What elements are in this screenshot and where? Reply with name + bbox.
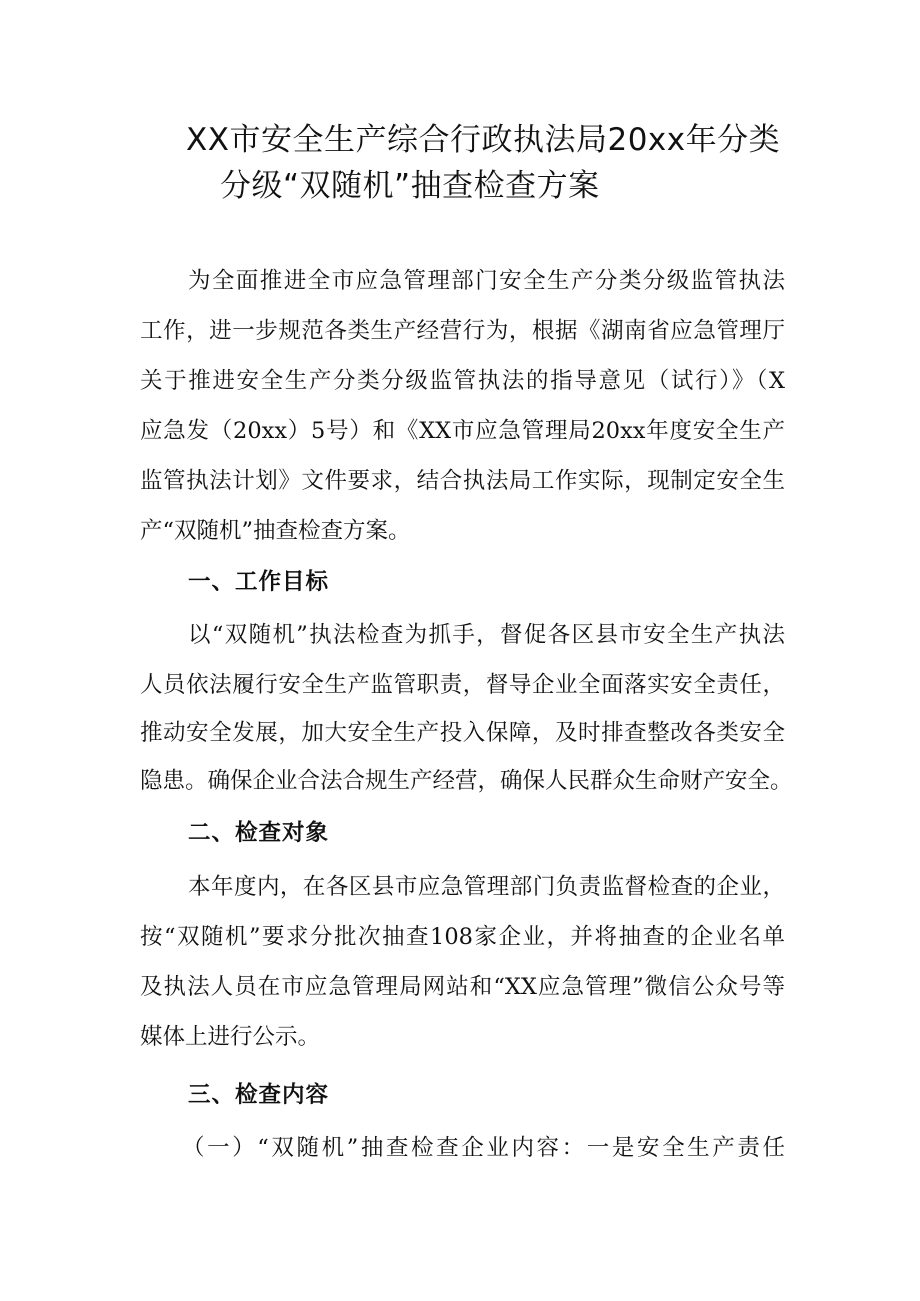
section-targets-line: 按“双随机”要求分批次抽查108家企业，并将抽查的企业名单: [140, 924, 785, 950]
section-goals-line: 人员依法履行安全生产监管职责，督导企业全面落实安全责任，: [140, 672, 785, 698]
intro-line: 关于推进安全生产分类分级监管执法的指导意见（试行）》（X: [140, 368, 785, 394]
section-heading-content: 三、检查内容: [188, 1082, 330, 1108]
section-goals-line: 以“双随机”执法检查为抓手，督促各区县市安全生产执法: [188, 622, 785, 648]
intro-line: 为全面推进全市应急管理部门安全生产分类分级监管执法: [188, 268, 785, 294]
intro-line: 监管执法计划》文件要求，结合执法局工作实际，现制定安全生: [140, 468, 785, 494]
section-goals-line: 推动安全发展，加大安全生产投入保障，及时排查整改各类安全: [140, 720, 785, 746]
document-title-line-2: 分级“双随机”抽查检查方案: [220, 168, 600, 204]
section-goals-line: 隐患。确保企业合法合规生产经营，确保人民群众生命财产安全。: [140, 768, 793, 794]
section-heading-goals: 一、工作目标: [188, 569, 330, 595]
document-title-line-1: XX市安全生产综合行政执法局20xx年分类: [186, 122, 781, 158]
section-targets-line: 及执法人员在市应急管理局网站和“XX应急管理”微信公众号等: [140, 974, 785, 1000]
section-content-line: （一）“双随机”抽查检查企业内容：一是安全生产责任: [182, 1135, 785, 1161]
section-targets-line: 媒体上进行公示。: [140, 1024, 321, 1050]
intro-line: 工作，进一步规范各类生产经营行为，根据《湖南省应急管理厅: [140, 318, 785, 344]
section-targets-line: 本年度内，在各区县市应急管理部门负责监督检查的企业，: [188, 874, 785, 900]
section-heading-targets: 二、检查对象: [188, 820, 330, 846]
intro-line: 应急发（20xx）5号）和《XX市应急管理局20xx年度安全生产: [140, 418, 785, 444]
intro-line: 产“双随机”抽查检查方案。: [140, 518, 411, 544]
